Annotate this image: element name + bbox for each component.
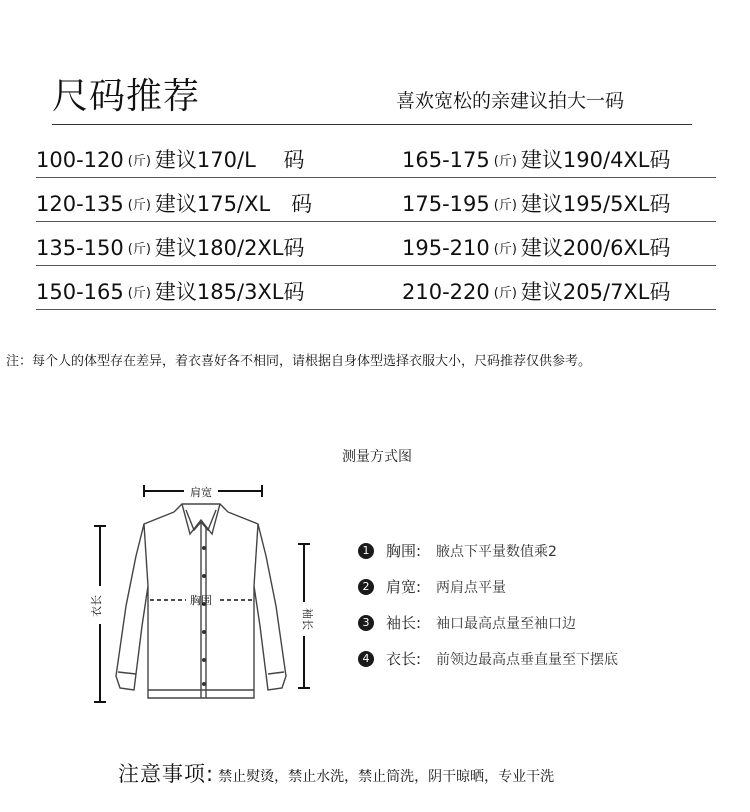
size-cell (402, 144, 671, 174)
weight-unit: (斤) (127, 154, 151, 169)
legend-item (358, 540, 618, 576)
legend-number: 3 (358, 615, 374, 631)
legend-term: 袖长: (386, 614, 422, 632)
size-cell (36, 144, 304, 174)
size-row (36, 136, 716, 180)
legend-term: 胸围: (386, 542, 422, 560)
size-cell (402, 232, 671, 262)
weight-range: 210-220 (402, 280, 490, 304)
size-suggestion: 建议200/6XL码 (520, 236, 671, 260)
size-row (36, 268, 716, 312)
row-divider (36, 177, 716, 178)
weight-range: 150-165 (36, 280, 124, 304)
weight-range: 120-135 (36, 192, 124, 216)
size-suggestion: 建议175/XL 码 (154, 192, 313, 216)
size-cell (36, 188, 312, 218)
size-table (36, 136, 716, 312)
weight-range: 175-195 (402, 192, 490, 216)
legend-term: 衣长: (386, 650, 422, 668)
legend-number: 4 (358, 651, 374, 667)
legend-number: 2 (358, 579, 374, 595)
page-subtitle: 喜欢宽松的亲建议拍大一码 (396, 90, 625, 112)
size-row (36, 224, 716, 268)
row-divider (36, 221, 716, 222)
sleeve-label: 袖长 (301, 608, 313, 630)
page-title: 尺码推荐 (52, 76, 201, 117)
shirt-diagram (86, 476, 326, 726)
size-suggestion: 建议205/7XL码 (520, 280, 671, 304)
size-row (36, 180, 716, 224)
weight-unit: (斤) (127, 286, 151, 301)
size-suggestion: 建议185/3XL码 (154, 280, 305, 304)
weight-unit: (斤) (493, 154, 517, 169)
weight-range: 100-120 (36, 148, 124, 172)
care-text: 禁止熨烫，禁止水洗，禁止筒洗，阴干晾晒，专业干洗 (218, 769, 555, 785)
weight-range: 165-175 (402, 148, 490, 172)
shirt-illustration (86, 476, 326, 726)
header-divider (52, 124, 692, 125)
row-divider (36, 265, 716, 266)
size-cell (36, 232, 305, 262)
weight-unit: (斤) (493, 286, 517, 301)
measure-title: 测量方式图 (342, 449, 412, 465)
legend-item (358, 576, 618, 612)
weight-range: 195-210 (402, 236, 490, 260)
legend-item (358, 612, 618, 648)
size-suggestion: 建议180/2XL码 (154, 236, 305, 260)
legend-description: 袖口最高点量至袖口边 (436, 615, 576, 632)
care-instructions (118, 758, 554, 788)
size-cell (402, 188, 671, 218)
length-label: 衣长 (91, 595, 103, 617)
weight-unit: (斤) (493, 242, 517, 257)
weight-range: 135-150 (36, 236, 124, 260)
legend-description: 腋点下平量数值乘2 (436, 543, 557, 560)
care-label: 注意事项: (118, 762, 215, 786)
shoulder-label: 肩宽 (190, 487, 212, 499)
chest-label: 胸围 (190, 595, 212, 607)
legend-item (358, 648, 618, 684)
size-note: 注：每个人的体型存在差异，着衣喜好各不相同，请根据自身体型选择衣服大小，尺码推荐仅供参考。 (6, 354, 592, 369)
legend-number: 1 (358, 543, 374, 559)
legend-description: 前领边最高点垂直量至下摆底 (436, 651, 618, 668)
measure-legend (358, 540, 618, 684)
weight-unit: (斤) (127, 198, 151, 213)
legend-term: 肩宽: (386, 578, 422, 596)
size-suggestion: 建议195/5XL码 (520, 192, 671, 216)
weight-unit: (斤) (127, 242, 151, 257)
legend-description: 两肩点平量 (436, 579, 506, 596)
size-suggestion: 建议170/L 码 (154, 148, 305, 172)
row-divider (36, 309, 716, 310)
weight-unit: (斤) (493, 198, 517, 213)
size-cell (402, 276, 671, 306)
size-suggestion: 建议190/4XL码 (520, 148, 671, 172)
size-cell (36, 276, 305, 306)
